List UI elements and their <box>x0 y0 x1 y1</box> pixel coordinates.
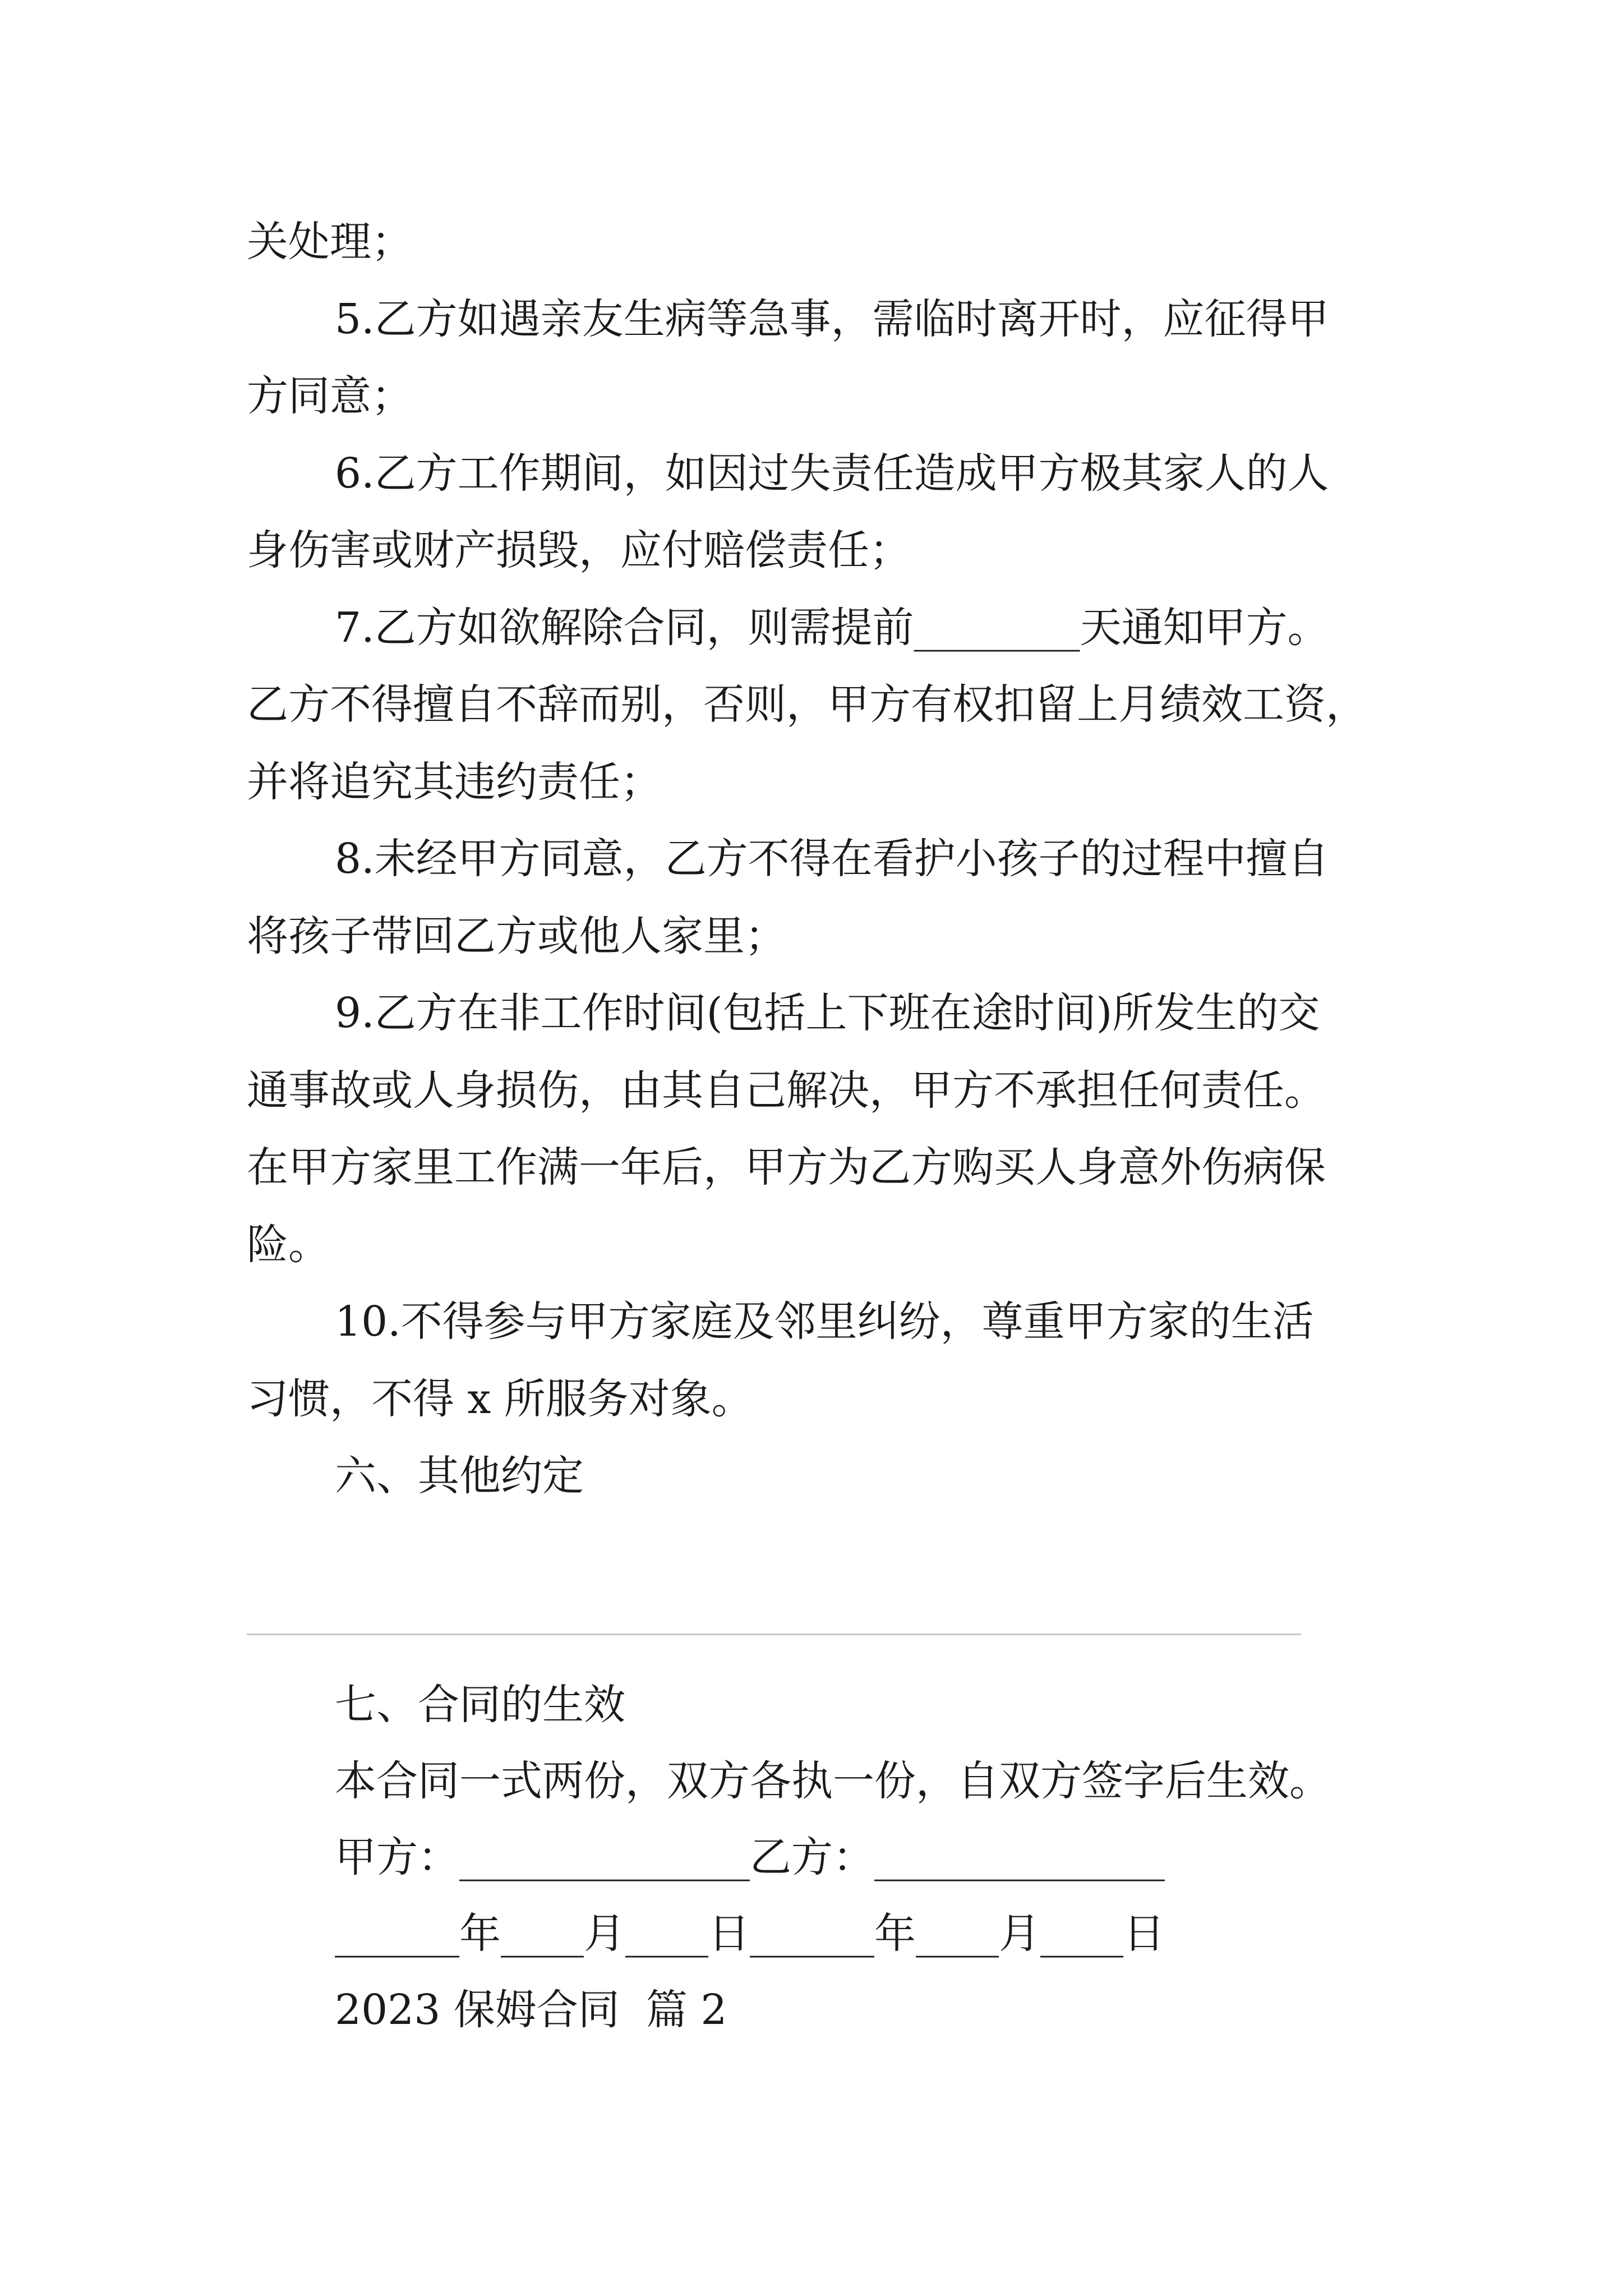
signature-line: 甲方：______________乙方：______________ <box>335 1833 1165 1881</box>
text-line: 5.乙方如遇亲友生病等急事，需临时离开时，应征得甲 <box>335 295 1329 343</box>
text-line: 并将追究其违约责任； <box>247 758 662 806</box>
section-heading: 七、合同的生效 <box>335 1681 625 1729</box>
text-line: 在甲方家里工作满一年后，甲方为乙方购买人身意外伤病保 <box>247 1143 1326 1191</box>
text-line: 10.不得参与甲方家庭及邻里纠纷，尊重甲方家的生活 <box>335 1297 1314 1346</box>
divider-line <box>247 1634 1301 1635</box>
text-line: 方同意； <box>247 372 413 420</box>
text-line: 本合同一式两份，双方各执一份，自双方签字后生效。 <box>335 1757 1331 1805</box>
text-line: 9.乙方在非工作时间(包括上下班在途时间)所发生的交 <box>335 989 1320 1037</box>
text-line: 8.未经甲方同意，乙方不得在看护小孩子的过程中擅自 <box>335 835 1329 883</box>
text-line: 通事故或人身损伤，由其自己解决，甲方不承担任何责任。 <box>247 1066 1326 1115</box>
text-line: 习惯，不得 x 所服务对象。 <box>247 1375 753 1423</box>
date-line: ______年____月____日______年____月____日 <box>335 1910 1165 1958</box>
text-line: 6.乙方工作期间，如因过失责任造成甲方极其家人的人 <box>335 449 1329 498</box>
text-line: 7.乙方如欲解除合同，则需提前________天通知甲方。 <box>335 604 1329 652</box>
text-line: 乙方不得擅自不辞而别，否则，甲方有权扣留上月绩效工资， <box>247 680 1367 729</box>
text-line: 险。 <box>247 1221 330 1269</box>
text-line: 将孩子带回乙方或他人家里； <box>247 912 786 960</box>
section-heading: 六、其他约定 <box>335 1452 584 1500</box>
section-heading: 2023 保姆合同 篇 2 <box>335 1986 727 2034</box>
text-line: 身伤害或财产损毁，应付赔偿责任； <box>247 526 911 574</box>
text-line: 关处理； <box>247 218 413 266</box>
